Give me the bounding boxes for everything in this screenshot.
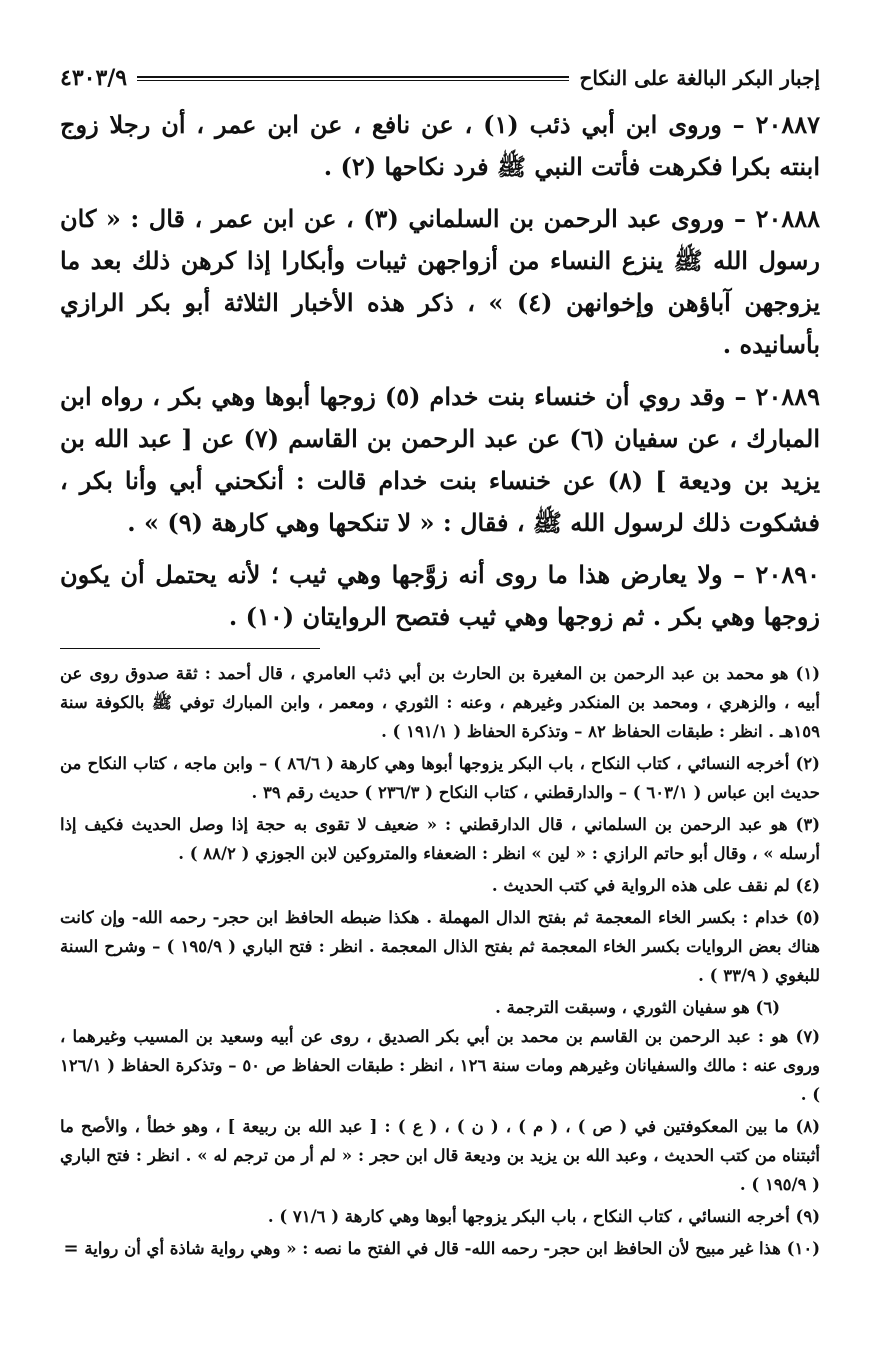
footnote-1: (١) هو محمد بن عبد الرحمن بن المغيرة بن الحارث بن أبي ذئب العامري ، قال أحمد : ثقة صدوق روى عن أبيه ، والزهري ، ومحمد بن المنكدر وغيرهم ، وعنه : الثوري ، ومعمر ، وابن المبارك توفي ﷺ بالكوفة سنة ١٥٩هـ . انظر : طبقات الحفاظ ٨٢ – وتذكرة الحفاظ ( ١٩١/١ ) . [60, 664, 820, 741]
running-header [60, 60, 820, 96]
footnote-10-text: (١٠) هذا غير مبيح لأن الحافظ ابن حجر- رحمه الله- قال في الفتح ما نصه : « وهي رواية شاذة أي أن رواية [84, 1239, 820, 1258]
footnote-7: (٧) هو : عبد الرحمن بن القاسم بن محمد بن أبي بكر الصديق ، روى عن أبيه وسعيد بن المسيب وغيرهما ، وروى عنه : مالك والسفيانان وغيرهم ومات سنة ١٢٦ ، انظر : طبقات الحفاظ ص ٥٠ – وتذكرة الحفاظ ( ١٢٦/١ ) . [60, 1027, 820, 1104]
footnote-9: (٩) أخرجه النسائي ، كتاب النكاح ، باب البكر يزوجها أبوها وهي كارهة ( ٧١/٦ ) . [267, 1207, 820, 1226]
header-title: إجبار البكر البالغة على النكاح [579, 66, 820, 90]
footnote-6: (٦) هو سفيان الثوري ، وسبقت الترجمة . [495, 998, 780, 1017]
footnote-4: (٤) لم نقف على هذه الرواية في كتب الحديث . [491, 876, 820, 895]
footnote-separator [60, 648, 320, 649]
continuation-mark: = [63, 1238, 79, 1259]
footnote-6-line [60, 993, 820, 1022]
footnotes [60, 659, 820, 1263]
paragraph-20890: ٢٠٨٩٠ – ولا يعارض هذا ما روى أنه زوَّجها وهي ثيب ؛ لأنه يحتمل أن يكون زوجها وهي بكر . ثم زوجها وهي ثيب فتصح الروايتان (١٠) . [60, 560, 820, 631]
footnote-3: (٣) هو عبد الرحمن بن السلماني ، قال الدارقطني : « ضعيف لا تقوى به حجة إذا وصل الحديث فكيف إذا أرسله » ، وقال أبو حاتم الرازي : « لين » انظر : الضعفاء والمتروكين لابن الجوزي ( ٨٨/٢ ) . [60, 815, 820, 863]
page-number: ٤٣٠٣/٩ [60, 65, 128, 91]
paragraph-20889: ٢٠٨٨٩ – وقد روي أن خنساء بنت خدام (٥) زوجها أبوها وهي بكر ، رواه ابن المبارك ، عن سفيان (٦) عن عبد الرحمن بن القاسم (٧) عن [ عبد الله بن يزيد بن وديعة ] (٨) عن خنساء بنت خدام قالت : أنكحني أبي وأنا بكر ، فشكوت ذلك لرسول الله ﷺ ، فقال : « لا تنكحها وهي كارهة (٩) » . [60, 382, 821, 537]
footnote-5: (٥) خدام : بكسر الخاء المعجمة ثم بفتح الدال المهملة . هكذا ضبطه الحافظ ابن حجر- رحمه الله- وإن كانت هناك بعض الروايات بكسر الخاء المعجمة ثم بفتح الذال المعجمة . انظر : فتح الباري ( ١٩٥/٩ ) – وشرح السنة للبغوي ( ٣٣/٩ ) . [60, 908, 820, 985]
main-text [60, 104, 820, 638]
footnote-10 [60, 1234, 820, 1263]
header-rule [137, 76, 569, 81]
page [60, 60, 820, 1266]
paragraph-20887: ٢٠٨٨٧ – وروى ابن أبي ذئب (١) ، عن نافع ، عن ابن عمر ، أن رجلا زوج ابنته بكرا فكرهت فأتت النبي ﷺ فرد نكاحها (٢) . [60, 110, 821, 181]
footnote-8: (٨) ما بين المعكوفتين في ( ص ) ، ( م ) ، ( ن ) ، ( ع ) : [ عبد الله بن ربيعة ] ، وهو خطأ ، والأصح ما أثبتناه من كتب الحديث ، وعبد الله بن يزيد بن وديعة قال ابن حجر : « لم أر من ترجم له » . انظر : فتح الباري ( ١٩٥/٩ ) . [60, 1117, 820, 1194]
paragraph-20888: ٢٠٨٨٨ – وروى عبد الرحمن بن السلماني (٣) ، عن ابن عمر ، قال : « كان رسول الله ﷺ ينزع النساء من أزواجهن ثيبات وأبكارا إذا كرهن ذلك بعد ما يزوجهن آباؤهن وإخوانهن (٤) » ، ذكر هذه الأخبار الثلاثة أبو بكر الرازي بأسانيده . [60, 204, 821, 359]
footnote-2: (٢) أخرجه النسائي ، كتاب النكاح ، باب البكر يزوجها أبوها وهي كارهة ( ٨٦/٦ ) – وابن ماجه ، كتاب النكاح من حديث ابن عباس ( ٦٠٣/١ ) – والدارقطني ، كتاب النكاح ( ٢٣٦/٣ ) حديث رقم ٣٩ . [60, 754, 820, 802]
